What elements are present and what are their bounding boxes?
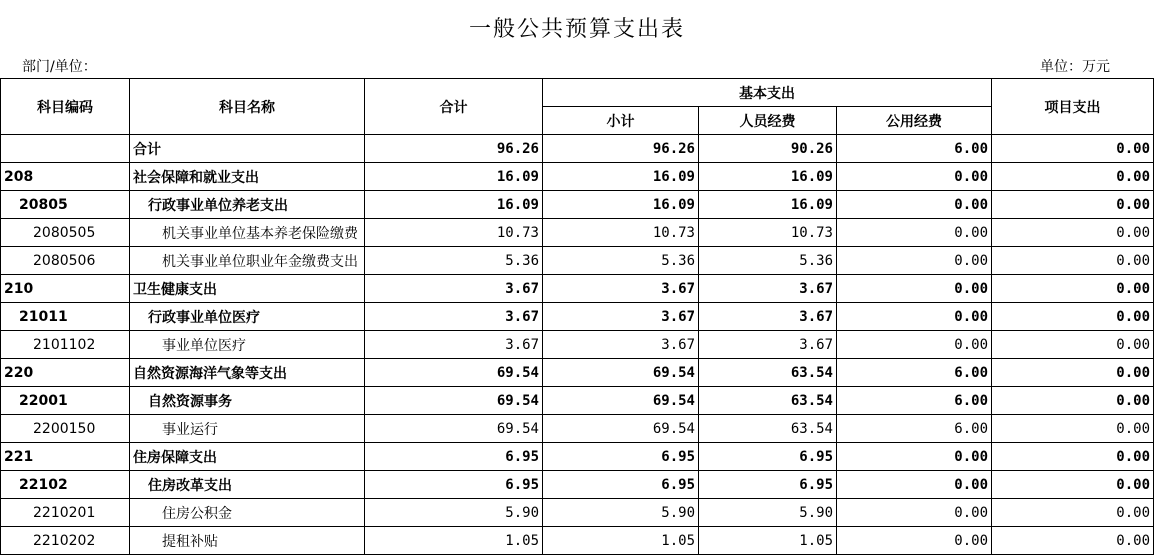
- row-code: [1, 135, 130, 163]
- row-subtotal: 69.54: [543, 359, 699, 387]
- row-public: 0.00: [837, 527, 992, 555]
- row-total: 69.54: [365, 415, 543, 443]
- row-name: 自然资源事务: [130, 387, 365, 415]
- row-project: 0.00: [992, 247, 1154, 275]
- row-total: 6.95: [365, 443, 543, 471]
- row-name: 事业单位医疗: [130, 331, 365, 359]
- row-code: 2210201: [1, 499, 130, 527]
- row-code: 22102: [1, 471, 130, 499]
- row-name: 提租补贴: [130, 527, 365, 555]
- table-row: [1, 527, 1154, 555]
- header-code: 科目编码: [1, 79, 130, 135]
- row-personnel: 63.54: [699, 359, 837, 387]
- row-total: 69.54: [365, 387, 543, 415]
- table-row: [1, 471, 1154, 499]
- department-label: 部门/单位：: [22, 59, 97, 75]
- header-project: 项目支出: [992, 79, 1154, 135]
- row-project: 0.00: [992, 275, 1154, 303]
- row-total: 10.73: [365, 219, 543, 247]
- row-personnel: 90.26: [699, 135, 837, 163]
- row-project: 0.00: [992, 219, 1154, 247]
- row-public: 6.00: [837, 415, 992, 443]
- row-public: 0.00: [837, 191, 992, 219]
- header-basic: 基本支出: [543, 79, 992, 107]
- row-personnel: 3.67: [699, 303, 837, 331]
- row-subtotal: 5.36: [543, 247, 699, 275]
- header-public: 公用经费: [837, 107, 992, 135]
- row-code: 2200150: [1, 415, 130, 443]
- row-personnel: 5.90: [699, 499, 837, 527]
- row-total: 3.67: [365, 331, 543, 359]
- table-row: [1, 359, 1154, 387]
- row-total: 16.09: [365, 191, 543, 219]
- row-name: 机关事业单位基本养老保险缴费: [130, 219, 365, 247]
- row-personnel: 3.67: [699, 331, 837, 359]
- row-public: 0.00: [837, 443, 992, 471]
- row-public: 0.00: [837, 275, 992, 303]
- row-subtotal: 69.54: [543, 415, 699, 443]
- row-subtotal: 16.09: [543, 191, 699, 219]
- page-title: 一般公共预算支出表: [468, 17, 685, 42]
- row-total: 6.95: [365, 471, 543, 499]
- row-project: 0.00: [992, 415, 1154, 443]
- table-row: [1, 499, 1154, 527]
- row-project: 0.00: [992, 499, 1154, 527]
- row-name: 住房改革支出: [130, 471, 365, 499]
- table-row: [1, 303, 1154, 331]
- row-personnel: 3.67: [699, 275, 837, 303]
- row-code: 2101102: [1, 331, 130, 359]
- row-total: 3.67: [365, 303, 543, 331]
- unit-label: 单位：万元: [1040, 59, 1110, 75]
- table-row: [1, 163, 1154, 191]
- row-project: 0.00: [992, 359, 1154, 387]
- row-name: 机关事业单位职业年金缴费支出: [130, 247, 365, 275]
- table-row: [1, 443, 1154, 471]
- row-public: 0.00: [837, 303, 992, 331]
- row-public: 0.00: [837, 247, 992, 275]
- row-personnel: 63.54: [699, 387, 837, 415]
- row-subtotal: 3.67: [543, 303, 699, 331]
- row-project: 0.00: [992, 163, 1154, 191]
- row-name: 行政事业单位养老支出: [130, 191, 365, 219]
- row-public: 6.00: [837, 387, 992, 415]
- row-personnel: 16.09: [699, 163, 837, 191]
- row-subtotal: 69.54: [543, 387, 699, 415]
- row-project: 0.00: [992, 527, 1154, 555]
- table-row: [1, 387, 1154, 415]
- row-code: 22001: [1, 387, 130, 415]
- row-project: 0.00: [992, 443, 1154, 471]
- table-row: [1, 331, 1154, 359]
- row-total: 5.90: [365, 499, 543, 527]
- row-name: 社会保障和就业支出: [130, 163, 365, 191]
- row-code: 21011: [1, 303, 130, 331]
- row-public: 0.00: [837, 499, 992, 527]
- row-personnel: 63.54: [699, 415, 837, 443]
- row-project: 0.00: [992, 471, 1154, 499]
- row-project: 0.00: [992, 387, 1154, 415]
- row-code: 2080506: [1, 247, 130, 275]
- row-personnel: 10.73: [699, 219, 837, 247]
- row-code: 2210202: [1, 527, 130, 555]
- row-code: 208: [1, 163, 130, 191]
- row-subtotal: 6.95: [543, 471, 699, 499]
- row-name: 自然资源海洋气象等支出: [130, 359, 365, 387]
- row-subtotal: 96.26: [543, 135, 699, 163]
- row-name: 合计: [130, 135, 365, 163]
- table-row: [1, 191, 1154, 219]
- row-public: 6.00: [837, 135, 992, 163]
- header-total: 合计: [365, 79, 543, 135]
- table-row: [1, 247, 1154, 275]
- row-total: 69.54: [365, 359, 543, 387]
- row-public: 0.00: [837, 471, 992, 499]
- header-personnel: 人员经费: [699, 107, 837, 135]
- table-row: [1, 275, 1154, 303]
- row-public: 0.00: [837, 163, 992, 191]
- row-project: 0.00: [992, 191, 1154, 219]
- row-name: 行政事业单位医疗: [130, 303, 365, 331]
- header-name: 科目名称: [130, 79, 365, 135]
- row-public: 6.00: [837, 359, 992, 387]
- row-subtotal: 3.67: [543, 275, 699, 303]
- budget-table: [0, 78, 1154, 555]
- row-subtotal: 10.73: [543, 219, 699, 247]
- row-subtotal: 1.05: [543, 527, 699, 555]
- row-total: 5.36: [365, 247, 543, 275]
- row-name: 卫生健康支出: [130, 275, 365, 303]
- table-row: [1, 135, 1154, 163]
- row-subtotal: 5.90: [543, 499, 699, 527]
- row-total: 1.05: [365, 527, 543, 555]
- row-personnel: 6.95: [699, 443, 837, 471]
- table-row: [1, 415, 1154, 443]
- row-name: 住房公积金: [130, 499, 365, 527]
- row-code: 221: [1, 443, 130, 471]
- row-name: 事业运行: [130, 415, 365, 443]
- row-project: 0.00: [992, 331, 1154, 359]
- row-name: 住房保障支出: [130, 443, 365, 471]
- row-total: 3.67: [365, 275, 543, 303]
- row-code: 220: [1, 359, 130, 387]
- row-total: 16.09: [365, 163, 543, 191]
- row-code: 2080505: [1, 219, 130, 247]
- row-code: 20805: [1, 191, 130, 219]
- row-subtotal: 16.09: [543, 163, 699, 191]
- row-public: 0.00: [837, 219, 992, 247]
- row-project: 0.00: [992, 303, 1154, 331]
- row-total: 96.26: [365, 135, 543, 163]
- table-body: [1, 135, 1154, 555]
- row-personnel: 5.36: [699, 247, 837, 275]
- row-project: 0.00: [992, 135, 1154, 163]
- row-personnel: 1.05: [699, 527, 837, 555]
- row-personnel: 16.09: [699, 191, 837, 219]
- row-personnel: 6.95: [699, 471, 837, 499]
- row-subtotal: 3.67: [543, 331, 699, 359]
- row-subtotal: 6.95: [543, 443, 699, 471]
- row-code: 210: [1, 275, 130, 303]
- table-row: [1, 219, 1154, 247]
- row-public: 0.00: [837, 331, 992, 359]
- header-subtotal: 小计: [543, 107, 699, 135]
